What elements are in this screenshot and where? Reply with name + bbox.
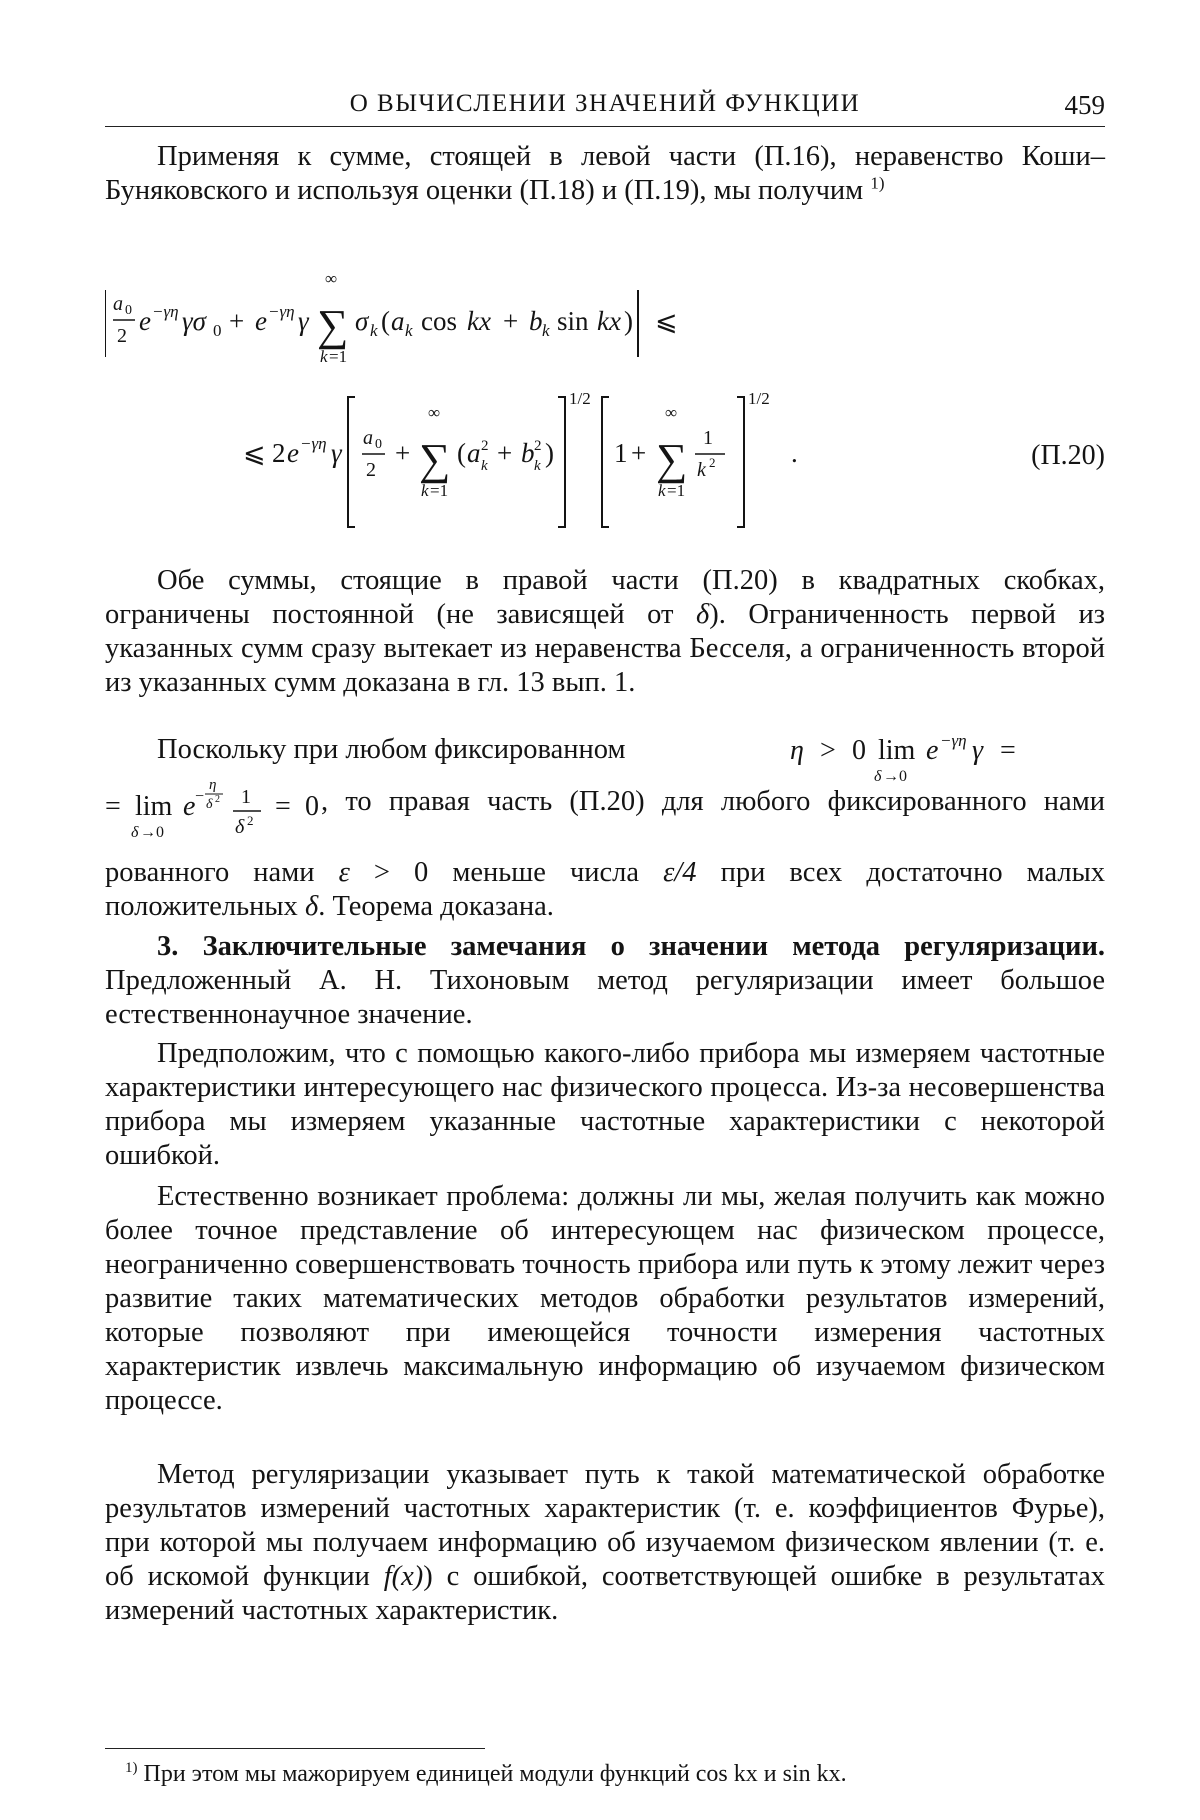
svg-text:⩽: ⩽ xyxy=(655,306,678,336)
paragraph-problem xyxy=(105,1180,1105,1418)
paragraph-intro xyxy=(105,140,1105,208)
svg-text:+: + xyxy=(497,438,513,468)
svg-text:⩽: ⩽ xyxy=(243,438,266,468)
svg-text:k: k xyxy=(534,458,541,474)
svg-text:1/2: 1/2 xyxy=(569,389,591,408)
svg-text:2: 2 xyxy=(481,438,489,454)
svg-text:cos: cos xyxy=(421,306,457,336)
svg-text:k: k xyxy=(405,321,413,340)
svg-text:k: k xyxy=(370,321,378,340)
svg-text:δ: δ xyxy=(206,797,213,812)
svg-text:0: 0 xyxy=(375,437,382,452)
paragraph-measurement-text: Предположим, что с помощью какого-либо прибора мы измеряем частотные характеристики интересующего нас физического процесса. Из-за несовершенства прибора мы измеряем указанные частотные характеристики с некоторой ошибкой. xyxy=(105,1038,1105,1171)
paragraph-bounded-sums-text-1: Обе суммы, стоящие в правой части (П.20) в квадратных скобках, ограничены постоянной (не зависящей от xyxy=(105,565,1105,630)
svg-text:.: . xyxy=(791,438,798,468)
equation-number: (П.20) xyxy=(1031,440,1105,471)
svg-text:kx: kx xyxy=(597,306,621,336)
svg-text:∞: ∞ xyxy=(428,403,441,422)
svg-text:∑: ∑ xyxy=(419,435,451,484)
svg-text:k: k xyxy=(542,321,550,340)
paragraph-limit-cont xyxy=(105,856,1105,924)
svg-text:=: = xyxy=(105,791,121,822)
svg-text:2: 2 xyxy=(215,794,220,805)
svg-text:0: 0 xyxy=(213,321,222,340)
svg-text:a: a xyxy=(363,427,373,449)
paragraph-regularization-text-2: ) с ошибкой, соответствующей ошибке в результатах измерений частотных характеристик. xyxy=(105,1561,1105,1626)
svg-text:=1: =1 xyxy=(329,347,348,366)
svg-text:sin: sin xyxy=(557,306,589,336)
limit-expression-1 xyxy=(790,729,1105,789)
svg-text:σ: σ xyxy=(355,306,369,336)
svg-text:(: ( xyxy=(381,306,390,336)
svg-text:0: 0 xyxy=(305,791,319,822)
svg-text:→0: →0 xyxy=(883,768,907,785)
footnote-mark-bottom: 1) xyxy=(125,1760,138,1776)
delta-symbol: δ xyxy=(695,599,710,630)
svg-text:a: a xyxy=(113,293,123,315)
svg-text:∑: ∑ xyxy=(656,435,688,484)
svg-text:−: − xyxy=(195,788,205,805)
svg-text:∞: ∞ xyxy=(325,269,338,288)
svg-text:>: > xyxy=(820,735,836,766)
running-head xyxy=(105,86,1105,127)
svg-text:lim: lim xyxy=(878,735,916,766)
svg-text:1: 1 xyxy=(614,438,628,468)
running-title: О ВЫЧИСЛЕНИИ ЗНАЧЕНИЙ ФУНКЦИИ xyxy=(349,90,861,117)
section-3-heading: 3. Заключительные замечания о значении метода регуляризации. xyxy=(157,931,1105,962)
svg-text:=: = xyxy=(1000,735,1016,766)
svg-text:−γη: −γη xyxy=(940,731,967,750)
svg-text:k: k xyxy=(658,481,666,500)
footnote-mark: 1) xyxy=(870,173,885,193)
paragraph-problem-text: Естественно возникает проблема: должны ли мы, желая получить как можно более точное представление об интересующем нас физическом процессе, неограниченно совершенствовать точность прибора или путь к этому лежит через развитие таких математических методов обработки результатов измерений, которые позволяют при имеющейся точности измерения частотных характеристик извлечь максимальную информацию об изучаемом физическом процессе. xyxy=(105,1181,1105,1416)
svg-text:b: b xyxy=(521,438,535,468)
formula-line-2 xyxy=(243,389,798,527)
svg-text:e: e xyxy=(926,735,939,766)
paragraph-limit-text-cont: рованного нами ε > 0 xyxy=(105,857,429,888)
paragraph-limit-text-c: меньше числа xyxy=(428,857,664,888)
svg-text:2: 2 xyxy=(366,459,376,481)
svg-text:0: 0 xyxy=(125,303,132,318)
section-3 xyxy=(105,930,1105,1032)
formula-svg xyxy=(105,262,1105,562)
svg-text:−γη: −γη xyxy=(268,302,295,321)
svg-text:e: e xyxy=(255,306,267,336)
paragraph-regularization xyxy=(105,1458,1105,1628)
svg-text:k: k xyxy=(481,458,488,474)
footnote xyxy=(125,1760,847,1788)
function-fx: f(x) xyxy=(383,1561,424,1592)
svg-text:+: + xyxy=(395,438,411,468)
svg-text:1: 1 xyxy=(241,786,251,808)
svg-text:γ: γ xyxy=(298,306,309,336)
svg-text:γ: γ xyxy=(972,735,984,766)
svg-text:k: k xyxy=(697,459,706,481)
svg-text:2: 2 xyxy=(247,813,254,828)
paragraph-limit-text-d: при всех достаточно малых положительных xyxy=(105,857,1105,922)
svg-text:=1: =1 xyxy=(667,481,686,500)
svg-text:δ: δ xyxy=(131,824,139,841)
svg-text:=: = xyxy=(275,791,291,822)
svg-text:lim: lim xyxy=(135,791,173,822)
svg-text:γσ: γσ xyxy=(182,306,206,336)
svg-text:−γη: −γη xyxy=(300,434,327,453)
svg-text:k: k xyxy=(421,481,429,500)
epsilon-over-4: ε/4 xyxy=(663,857,697,888)
svg-text:(: ( xyxy=(457,438,466,468)
footnote-rule xyxy=(105,1748,485,1749)
svg-text:∞: ∞ xyxy=(665,403,678,422)
section-3-text: Предложенный А. Н. Тихоновым метод регуляризации имеет большое естественнонаучное значение. xyxy=(105,965,1105,1030)
formula-p20 xyxy=(105,262,1105,562)
delta-symbol-2: δ xyxy=(304,891,319,922)
svg-text:+: + xyxy=(631,438,647,468)
svg-text:e: e xyxy=(287,438,299,468)
paragraph-measurement xyxy=(105,1037,1105,1173)
svg-text:0: 0 xyxy=(852,735,866,766)
svg-text:2: 2 xyxy=(709,455,716,470)
paragraph-limit-text-b: , то правая часть (П.20) для любого фиксированного нами xyxy=(321,786,1105,817)
svg-text:+: + xyxy=(503,306,519,336)
svg-text:2: 2 xyxy=(534,438,542,454)
paragraph-bounded-sums-text-2: ). Ограниченность первой из указанных сумм сразу вытекает из неравенства Бесселя, а ограниченность второй из указанных сумм доказана в гл. 13 вып. 1. xyxy=(105,599,1106,698)
svg-text:a: a xyxy=(467,438,481,468)
svg-text:+: + xyxy=(229,306,245,336)
svg-text:1: 1 xyxy=(703,427,713,449)
svg-text:a: a xyxy=(391,306,405,336)
svg-text:k: k xyxy=(320,347,328,366)
svg-text:e: e xyxy=(139,306,151,336)
svg-text:2: 2 xyxy=(117,325,127,347)
svg-text:=1: =1 xyxy=(430,481,449,500)
svg-text:b: b xyxy=(529,306,543,336)
svg-text:1/2: 1/2 xyxy=(748,389,770,408)
paragraph-bounded-sums xyxy=(105,564,1105,700)
svg-text:∑: ∑ xyxy=(317,301,349,350)
svg-text:): ) xyxy=(545,438,554,468)
svg-text:η: η xyxy=(209,777,217,793)
paragraph-regularization-text-1: Метод регуляризации указывает путь к такой математической обработке результатов измерений частотных характеристик (т. е. коэффициентов Фурье), при которой мы получаем информацию об изучаемом физическом явлении (т. е. об искомой функции xyxy=(105,1459,1105,1592)
svg-text:δ: δ xyxy=(235,816,245,838)
svg-text:γ: γ xyxy=(331,438,342,468)
svg-text:e: e xyxy=(183,791,196,822)
formula-line-1 xyxy=(105,269,678,366)
svg-text:η: η xyxy=(790,735,804,766)
paragraph-limit-text-e: . Теорема доказана. xyxy=(318,891,554,922)
footnote-text: При этом мы мажорируем единицей модули функций cos kx и sin kx. xyxy=(137,1761,847,1787)
svg-text:−γη: −γη xyxy=(152,302,179,321)
svg-text:→0: →0 xyxy=(140,824,164,841)
svg-text:δ: δ xyxy=(874,768,882,785)
paragraph-intro-text: Применяя к сумме, стоящей в левой части (П.16), неравенство Коши–Буняковского и используя оценки (П.18) и (П.19), мы получим xyxy=(105,141,1105,206)
svg-text:): ) xyxy=(624,306,633,336)
svg-text:2: 2 xyxy=(272,438,286,468)
paragraph-limit-text-a: Поскольку при любом фиксированном xyxy=(157,734,626,765)
page-number: 459 xyxy=(1064,90,1105,120)
svg-text:kx: kx xyxy=(467,306,491,336)
